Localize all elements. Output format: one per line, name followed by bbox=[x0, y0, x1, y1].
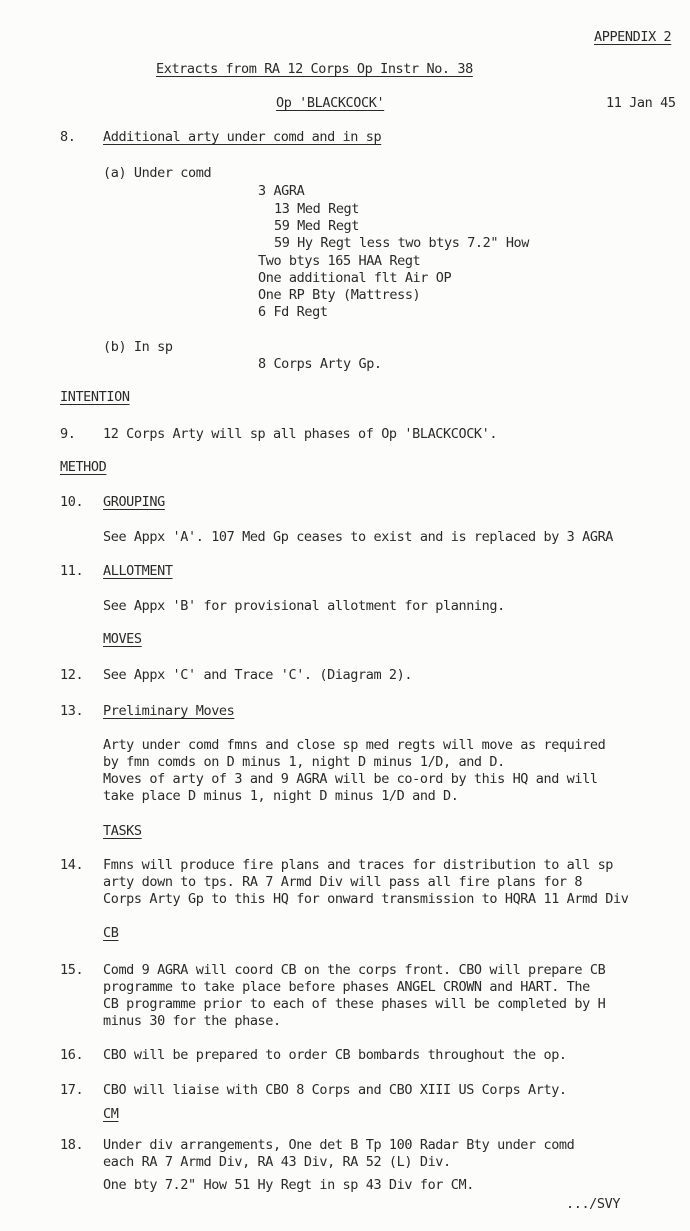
text-line: Comd 9 AGRA will coord CB on the corps front. CBO will prepare CB bbox=[103, 962, 606, 978]
in-sp-item: 8 Corps Arty Gp. bbox=[258, 356, 382, 372]
text-line: CB programme prior to each of these phases will be completed by H bbox=[103, 996, 606, 1012]
text-line: by fmn comds on D minus 1, night D minus 1/D, and D. bbox=[103, 754, 505, 770]
list-item: 59 Hy Regt less two btys 7.2" How bbox=[274, 235, 530, 251]
moves-heading: MOVES bbox=[103, 631, 142, 647]
para-11-heading: ALLOTMENT bbox=[103, 563, 173, 579]
para-9-text: 12 Corps Arty will sp all phases of Op 'BLACKCOCK'. bbox=[103, 426, 498, 442]
list-item: One additional flt Air OP bbox=[258, 270, 452, 286]
text-line: programme to take place before phases ANGEL CROWN and HART. The bbox=[103, 979, 590, 995]
text-line: take place D minus 1, night D minus 1/D and D. bbox=[103, 788, 459, 804]
para-13-number: 13. bbox=[60, 703, 84, 719]
text-line: Fmns will produce fire plans and traces for distribution to all sp bbox=[103, 857, 614, 873]
cb-heading: CB bbox=[103, 925, 119, 941]
list-item: 3 AGRA bbox=[258, 183, 305, 199]
tasks-heading: TASKS bbox=[103, 823, 142, 839]
list-item: 6 Fd Regt bbox=[258, 304, 328, 320]
para-13-heading: Preliminary Moves bbox=[103, 703, 235, 719]
para-18-extra: One bty 7.2" How 51 Hy Regt in sp 43 Div for CM. bbox=[103, 1177, 474, 1193]
list-item: Two btys 165 HAA Regt bbox=[258, 253, 421, 269]
list-item: One RP Bty (Mattress) bbox=[258, 287, 421, 303]
intention-heading: INTENTION bbox=[60, 389, 130, 405]
text-line: minus 30 for the phase. bbox=[103, 1013, 281, 1029]
para-14-number: 14. bbox=[60, 857, 84, 873]
para-8-number: 8. bbox=[60, 129, 76, 145]
para-9-number: 9. bbox=[60, 426, 76, 442]
para-15-number: 15. bbox=[60, 962, 84, 978]
para-8-heading: Additional arty under comd and in sp bbox=[103, 129, 382, 145]
appendix-label: APPENDIX 2 bbox=[594, 29, 672, 45]
continuation-marker: .../SVY bbox=[566, 1196, 621, 1212]
para-17-text: CBO will liaise with CBO 8 Corps and CBO XIII US Corps Arty. bbox=[103, 1082, 567, 1098]
para-16-text: CBO will be prepared to order CB bombards throughout the op. bbox=[103, 1047, 567, 1063]
para-11-number: 11. bbox=[60, 563, 84, 579]
para-12-text: See Appx 'C' and Trace 'C'. (Diagram 2). bbox=[103, 667, 413, 683]
document-date: 11 Jan 45 bbox=[606, 95, 676, 111]
text-line: Corps Arty Gp to this HQ for onward transmission to HQRA 11 Armd Div bbox=[103, 891, 629, 907]
method-heading: METHOD bbox=[60, 459, 107, 475]
text-line: Arty under comd fmns and close sp med regts will move as required bbox=[103, 737, 606, 753]
text-line: arty down to tps. RA 7 Armd Div will pass all fire plans for 8 bbox=[103, 874, 583, 890]
document-title: Extracts from RA 12 Corps Op Instr No. 38 bbox=[156, 61, 473, 77]
para-17-number: 17. bbox=[60, 1082, 84, 1098]
operation-name: Op 'BLACKCOCK' bbox=[276, 95, 385, 111]
para-8a-label: (a) Under comd bbox=[103, 165, 212, 181]
para-18-number: 18. bbox=[60, 1137, 84, 1153]
para-11-text: See Appx 'B' for provisional allotment for planning. bbox=[103, 598, 505, 614]
cm-heading: CM bbox=[103, 1106, 119, 1122]
para-10-text: See Appx 'A'. 107 Med Gp ceases to exist and is replaced by 3 AGRA bbox=[103, 529, 614, 545]
para-16-number: 16. bbox=[60, 1047, 84, 1063]
text-line: each RA 7 Armd Div, RA 43 Div, RA 52 (L) Div. bbox=[103, 1154, 451, 1170]
text-line: Under div arrangements, One det B Tp 100 Radar Bty under comd bbox=[103, 1137, 575, 1153]
list-item: 13 Med Regt bbox=[274, 201, 360, 217]
para-10-number: 10. bbox=[60, 494, 84, 510]
para-12-number: 12. bbox=[60, 667, 84, 683]
text-line: Moves of arty of 3 and 9 AGRA will be co-ord by this HQ and will bbox=[103, 771, 598, 787]
para-8b-label: (b) In sp bbox=[103, 339, 173, 355]
para-10-heading: GROUPING bbox=[103, 494, 165, 510]
list-item: 59 Med Regt bbox=[274, 218, 360, 234]
